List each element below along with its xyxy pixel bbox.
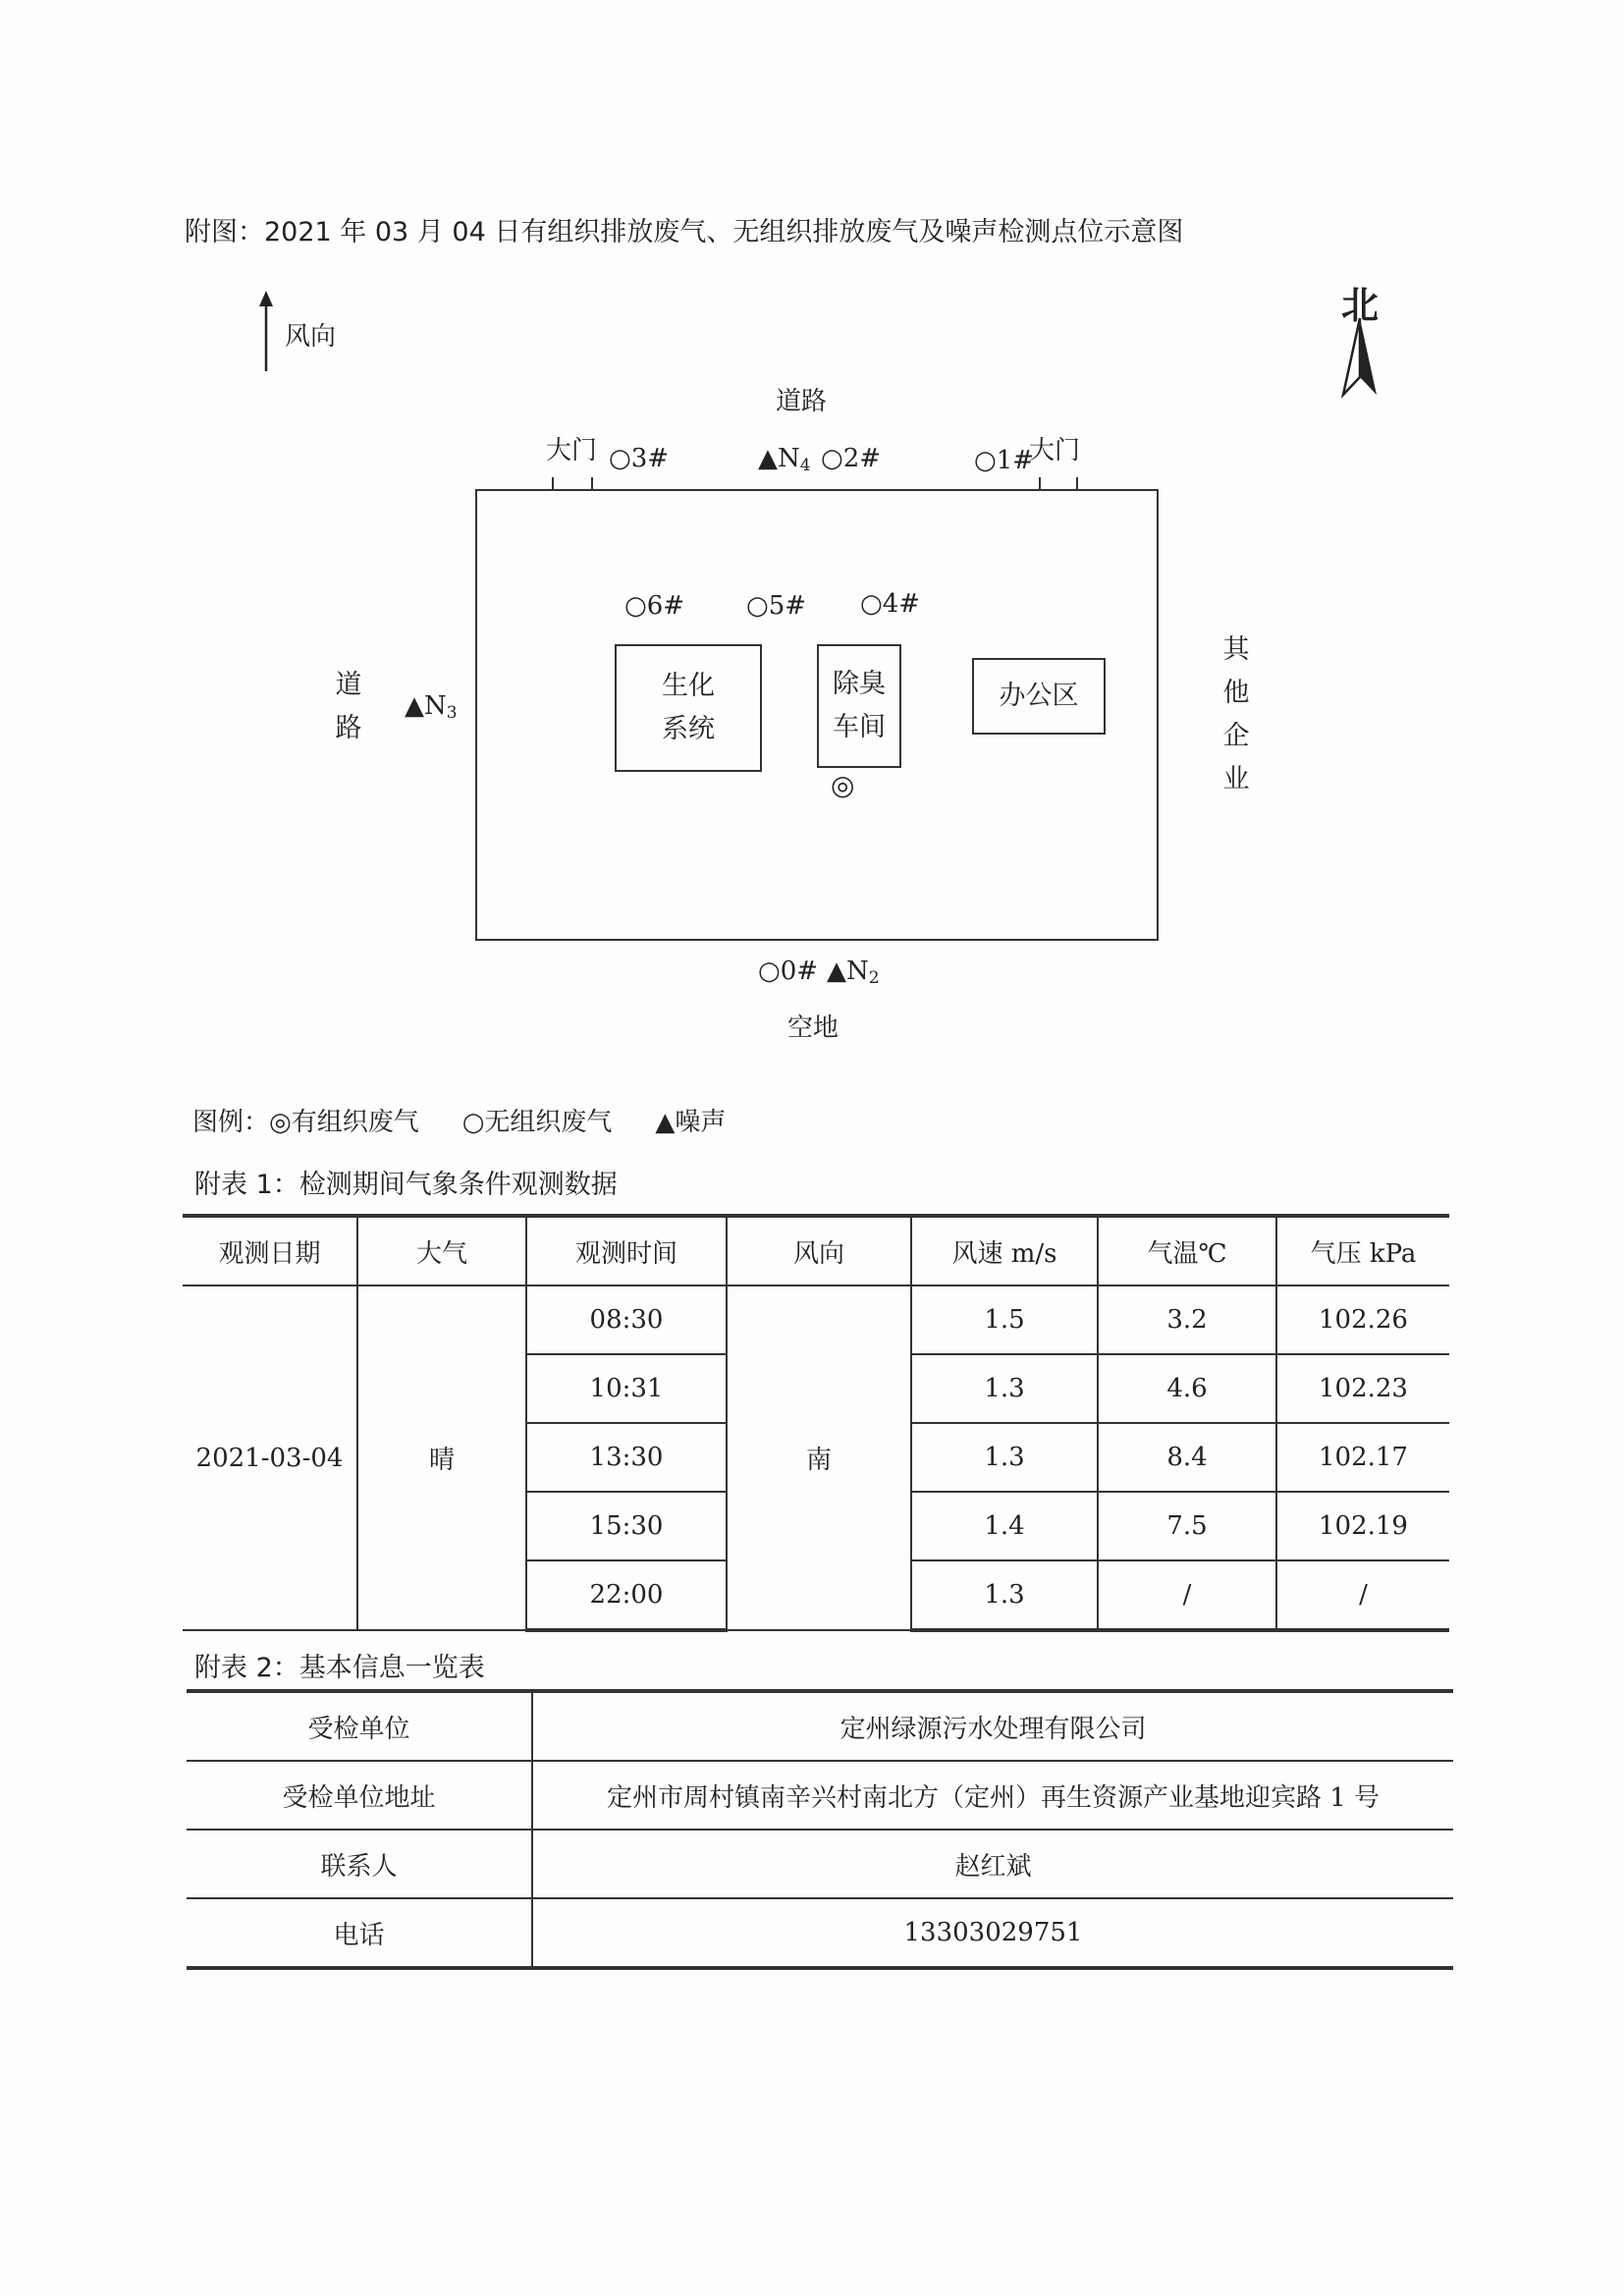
gate-left-tick [591, 477, 593, 491]
legend-noise-label: 噪声 [675, 1108, 727, 1137]
header-cell: 观测日期 [183, 1216, 357, 1285]
legend-unorganized-label: 无组织废气 [484, 1108, 613, 1137]
legend-unorganized-icon: ○ [461, 1108, 485, 1137]
info-value-cell: 定州绿源污水处理有限公司 [532, 1691, 1453, 1761]
north-label: 北 [1341, 284, 1380, 327]
table-row [183, 1285, 1449, 1354]
pressure-cell: 102.26 [1276, 1285, 1449, 1354]
header-cell: 风速 m/s [911, 1216, 1098, 1285]
organized-emission-point-icon: ◎ [831, 769, 855, 801]
monitor-point-0: ○0# [758, 957, 819, 986]
wind-speed-cell: 1.5 [911, 1285, 1098, 1354]
date-cell: 2021-03-04 [183, 1285, 357, 1630]
monitor-point-1: ○1# [974, 446, 1035, 475]
noise-point-n4: $▲N_4$ [758, 444, 811, 475]
header-cell: 气压 kPa [1276, 1216, 1449, 1285]
north-arrow-icon [1335, 316, 1384, 401]
monitor-point-3: ○3# [609, 444, 670, 473]
road-north-label: 道路 [776, 387, 828, 416]
table1-title: 附表 1：检测期间气象条件观测数据 [194, 1170, 618, 1200]
wind-speed-cell: 1.4 [911, 1492, 1098, 1560]
info-value-cell: 13303029751 [532, 1898, 1453, 1968]
legend-noise-icon: ▲ [655, 1108, 676, 1137]
legend [192, 1110, 726, 1135]
figure-title: 附图：2021 年 03 月 04 日有组织排放废气、无组织排放废气及噪声检测点位示意图 [185, 217, 1184, 247]
monitor-point-2: ○2# [821, 444, 882, 473]
weather-table [183, 1214, 1449, 1632]
legend-prefix: 图例： [192, 1108, 270, 1137]
basic-info-table [187, 1689, 1453, 1970]
biochem-system-building: 生化 系统 [615, 644, 762, 772]
wind-direction-cell: 南 [727, 1285, 911, 1630]
pressure-cell: / [1276, 1560, 1449, 1630]
gate-right-label: 大门 [1029, 436, 1081, 465]
noise-point-n2: $▲N_2$ [827, 957, 880, 988]
temperature-cell: 7.5 [1098, 1492, 1276, 1560]
temperature-cell: 3.2 [1098, 1285, 1276, 1354]
temperature-cell: 4.6 [1098, 1354, 1276, 1423]
road-west-label: 道 路 [335, 670, 362, 743]
info-key-cell: 电话 [187, 1898, 532, 1968]
noise-point-n3: $▲N_3$ [405, 691, 458, 723]
header-cell: 大气 [357, 1216, 526, 1285]
pressure-cell: 102.17 [1276, 1423, 1449, 1492]
table-row [187, 1761, 1453, 1830]
info-key-cell: 受检单位地址 [187, 1761, 532, 1830]
wind-label: 风向 [285, 322, 337, 352]
header-cell: 观测时间 [526, 1216, 727, 1285]
monitor-point-6: ○6# [624, 591, 685, 621]
wind-speed-cell: 1.3 [911, 1354, 1098, 1423]
wind-speed-cell: 1.3 [911, 1423, 1098, 1492]
time-cell: 13:30 [526, 1423, 727, 1492]
time-cell: 15:30 [526, 1492, 727, 1560]
south-vacant-land-label: 空地 [787, 1013, 839, 1043]
monitor-point-5: ○5# [746, 591, 807, 621]
header-cell: 风向 [727, 1216, 911, 1285]
monitor-point-4: ○4# [860, 589, 921, 619]
pressure-cell: 102.19 [1276, 1492, 1449, 1560]
time-cell: 10:31 [526, 1354, 727, 1423]
weather-cell: 晴 [357, 1285, 526, 1630]
pressure-cell: 102.23 [1276, 1354, 1449, 1423]
wind-arrow-icon [255, 291, 277, 373]
temperature-cell: / [1098, 1560, 1276, 1630]
legend-organized-icon: ◎ [269, 1108, 292, 1137]
table-row [187, 1898, 1453, 1968]
time-cell: 22:00 [526, 1560, 727, 1630]
info-key-cell: 联系人 [187, 1830, 532, 1898]
time-cell: 08:30 [526, 1285, 727, 1354]
info-key-cell: 受检单位 [187, 1691, 532, 1761]
gate-left-tick [552, 477, 554, 491]
deodorization-workshop-building: 除臭 车间 [817, 644, 901, 768]
header-cell: 气温℃ [1098, 1216, 1276, 1285]
table2-title: 附表 2：基本信息一览表 [194, 1653, 485, 1683]
legend-organized-label: 有组织废气 [291, 1108, 419, 1137]
wind-speed-cell: 1.3 [911, 1560, 1098, 1630]
office-area-building: 办公区 [972, 658, 1106, 735]
gate-right-tick [1039, 477, 1041, 491]
temperature-cell: 8.4 [1098, 1423, 1276, 1492]
gate-left-label: 大门 [546, 436, 598, 465]
table-row [187, 1830, 1453, 1898]
table-header-row [183, 1216, 1449, 1285]
info-value-cell: 赵红斌 [532, 1830, 1453, 1898]
gate-right-tick [1076, 477, 1078, 491]
east-neighbor-label: 其 他 企 业 [1222, 634, 1250, 794]
info-value-cell: 定州市周村镇南辛兴村南北方（定州）再生资源产业基地迎宾路 1 号 [532, 1761, 1453, 1830]
table-row [187, 1691, 1453, 1761]
